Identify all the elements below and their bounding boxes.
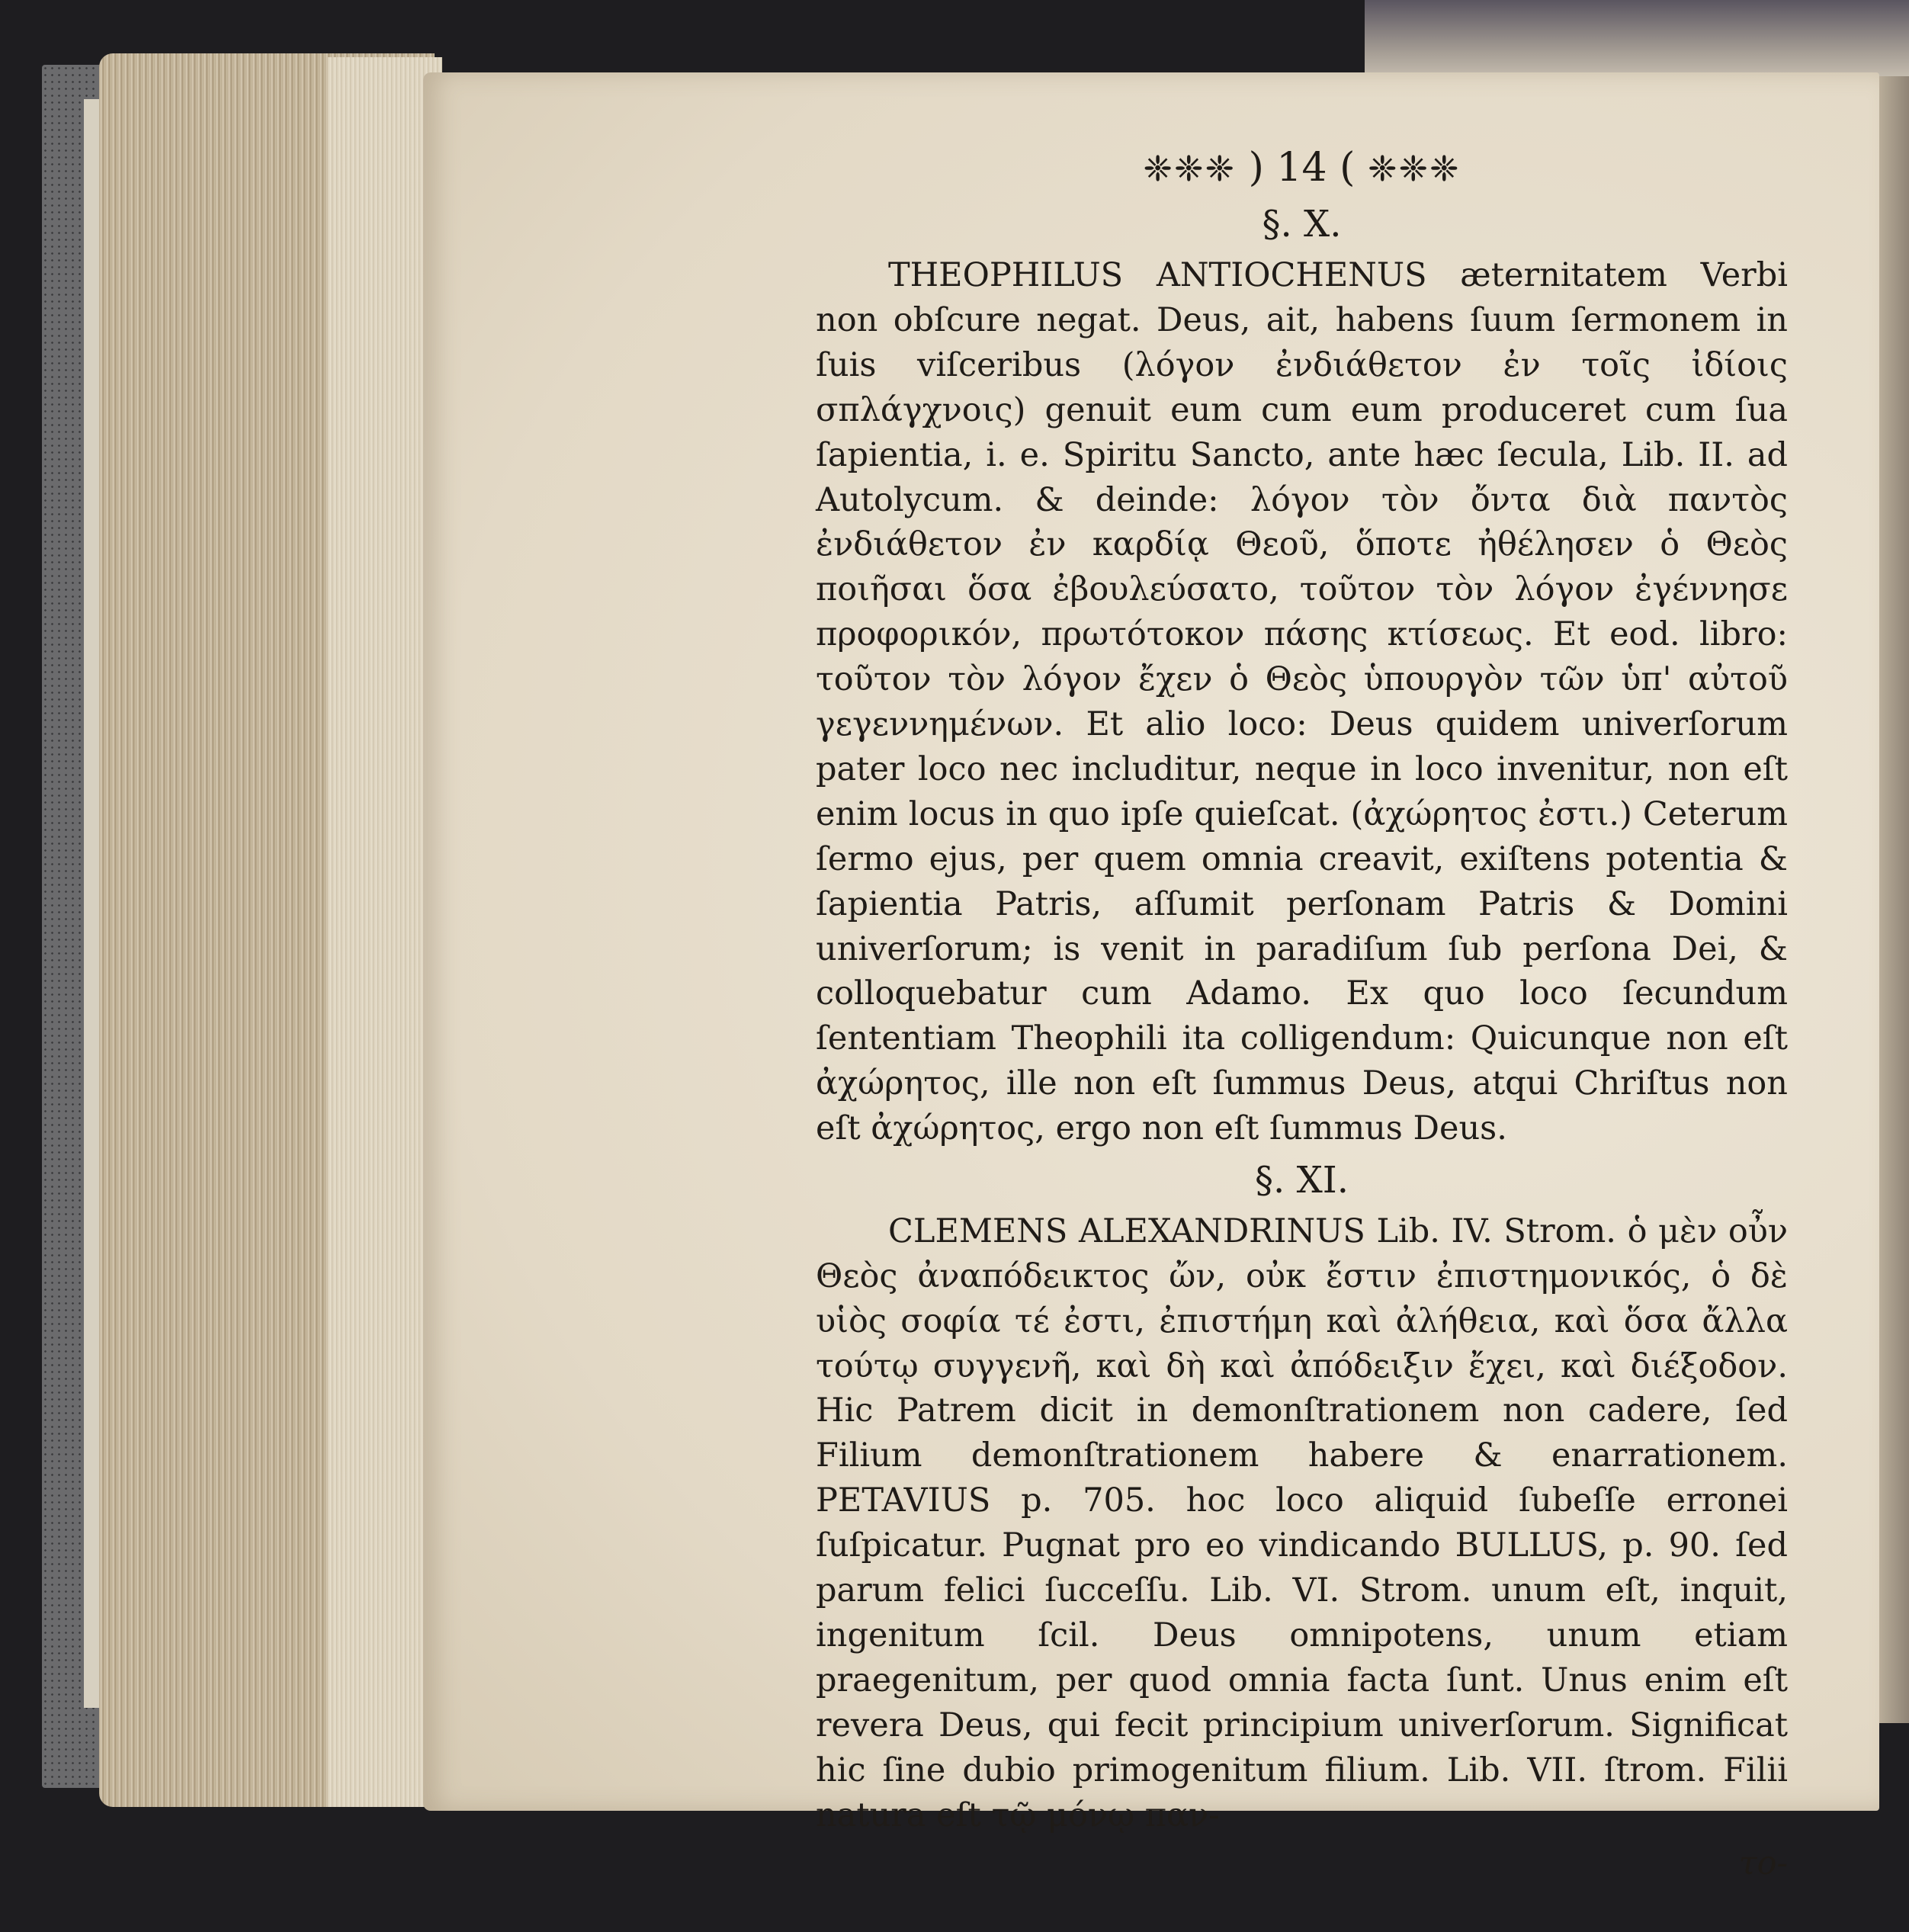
page-text-block bbox=[816, 141, 1788, 1885]
section-x-body: THEOPHILUS ANTIOCHENUS æternitatem Verbi non obſcure negat. Deus, ait, habens ſuum ſermonem in ſuis viſceribus (λόγον ἐνδιάθετον ἐν τοῖς ἰδίοις σπλάγχνοις) genuit eum cum eum produceret cum ſua ſapientia, i. e. Spiritu Sancto, ante hæc ſecula, Lib. II. ad Autolycum. & deinde: λόγον τὸν ὄντα διὰ παντὸς ἐνδιάθετον ἐν καρδίᾳ Θεοῦ, ὅποτε ἠθέλησεν ὁ Θεὸς ποιῆσαι ὅσα ἐβουλεύσατο, τοῦτον τὸν λόγον ἐγέννησε προφορικόν, πρωτότοκον πάσης κτίσεως. Et eod. libro: τοῦτον τὸν λόγον ἔχεν ὁ Θεὸς ὑπουργὸν τῶν ὑπ' αὐτοῦ γεγεννημένων. Et alio loco: Deus quidem univerſorum pater loco nec includitur, neque in loco invenitur, non eſt enim locus in quo ipſe quieſcat. (ἀχώρητος ἐστι.) Ceterum ſermo ejus, per quem omnia creavit, exiſtens potentia & ſapientia Patris, aſſumit perſonam Patris & Domini univerſorum; is venit in paradiſum ſub perſona Dei, & colloquebatur cum Adamo. Ex quo loco ſecundum ſententiam Theophili ita colligendum: Quicunque non eſt ἀχώρητος, ille non eſt ſummus Deus, atqui Chriſtus non eſt ἀχώρητος, ergo non eſt ſummus Deus. bbox=[816, 255, 1788, 1148]
page-number: ) 14 ( bbox=[1248, 145, 1356, 191]
section-xi-body: CLEMENS ALEXANDRINUS Lib. IV. Strom. ὁ μὲν οὖν Θεὸς ἀναπόδεικτος ὤν, οὐκ ἔστιν ἐπιστημονικός, ὁ δὲ υἱὸς σοφία τέ ἐστι, ἐπιστήμη καὶ ἀλήθεια, καὶ ὅσα ἄλλα τούτῳ συγγενῆ, καὶ δὴ καὶ ἀπόδειξιν ἔχει, καὶ διέξοδον. Hic Patrem dicit in demonſtrationem non cadere, ſed Filium demonſtrationem habere & enarrationem. PETAVIUS p. 705. hoc loco aliquid ſubeſſe erronei ſuſpicatur. Pugnat pro eo vindicando BULLUS, p. 90. ſed parum felici ſucceſſu. Lib. VI. Strom. unum eſt, inquit, ingenitum ſcil. Deus omnipotens, unum etiam praegenitum, per quod omnia facta ſunt. Unus enim eſt revera Deus, qui fecit principium univerſorum. Significat hic ſine dubio primogenitum filium. Lib. VII. ſtrom. Filii natura eſt τῷ μόνῳ παν- bbox=[816, 1212, 1788, 1834]
ornament-left-icon: ❈❈❈ bbox=[1143, 148, 1237, 189]
ornament-right-icon: ❈❈❈ bbox=[1367, 148, 1461, 189]
catchword: το- bbox=[1738, 1844, 1788, 1882]
section-heading-xi: §. XI. bbox=[1255, 1159, 1349, 1202]
running-header bbox=[816, 141, 1788, 195]
section-heading-x: §. X. bbox=[1262, 203, 1342, 246]
